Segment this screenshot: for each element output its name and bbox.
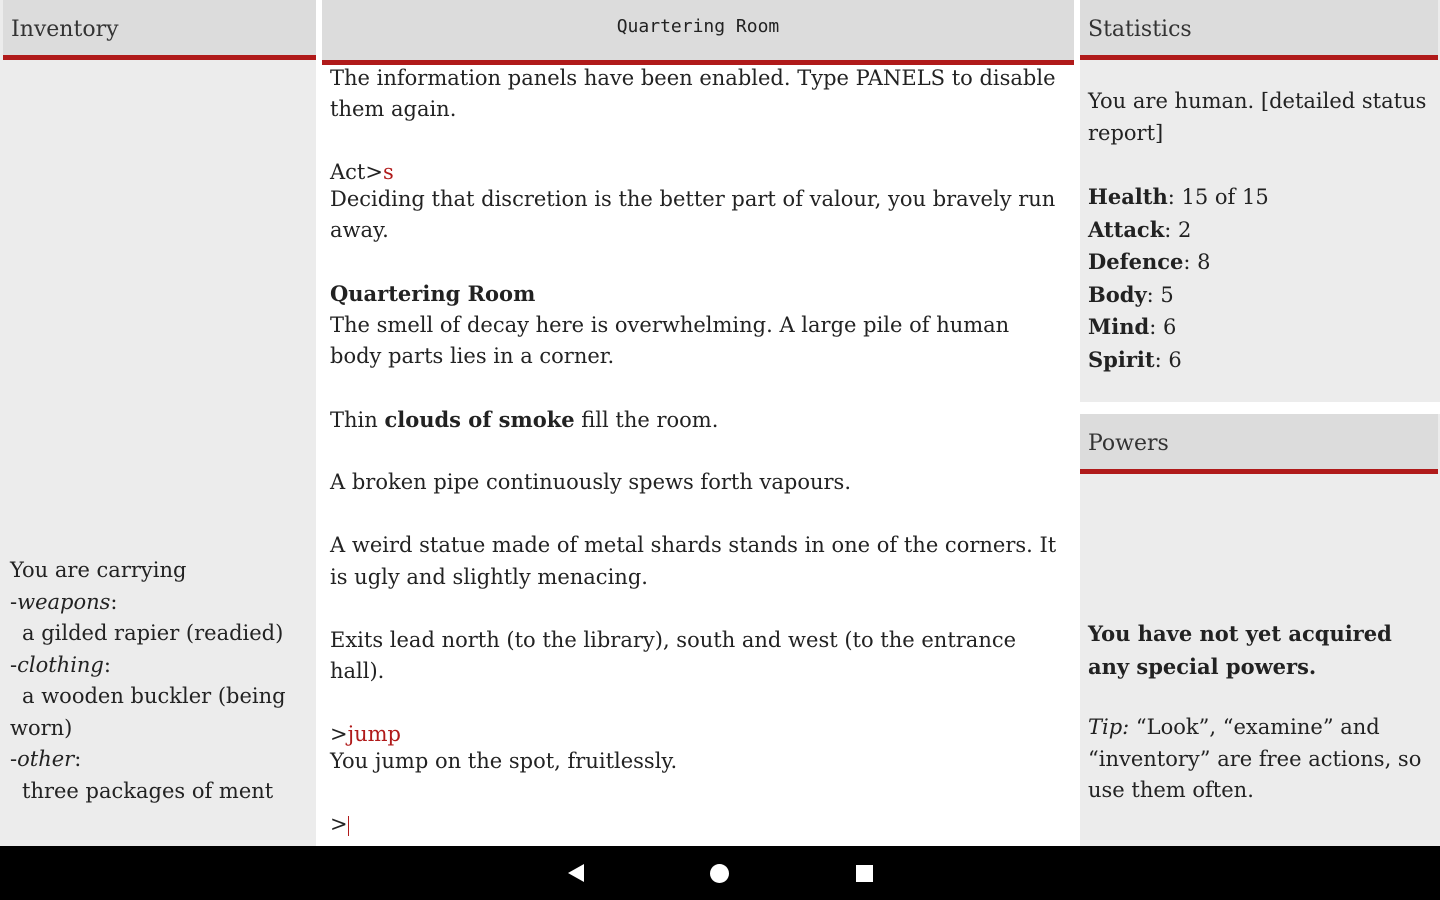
detailed-status-link-wrap[interactable]: report] [1088, 121, 1164, 145]
inventory-list [10, 555, 310, 807]
clothing-item[interactable]: a wooden buckler (being [22, 684, 286, 708]
command-echo: >jump [330, 722, 402, 746]
recents-square-icon[interactable] [856, 865, 873, 882]
stat-health: Health: 15 of 15 [1088, 184, 1269, 209]
detailed-status-link[interactable]: [detailed status [1260, 89, 1427, 113]
room-description: body parts lies in a corner. [330, 344, 615, 368]
clothing-category: -clothing: [10, 652, 111, 677]
inventory-header [3, 0, 316, 60]
stat-defence: Defence: 8 [1088, 249, 1211, 274]
powers-tip: Tip: “Look”, “examine” and “inventory” are free actions, so use them often. [1088, 715, 1422, 802]
inventory-title: Inventory [11, 17, 119, 42]
transcript-line: The information panels have been enabled. Type PANELS to disable [330, 66, 1056, 90]
status-summary: You are human. [detailed status [1088, 89, 1427, 113]
statistics-header [1080, 0, 1438, 60]
exits-line: hall). [330, 659, 385, 683]
pipe-line: A broken pipe continuously spews forth vapours. [330, 470, 852, 494]
stat-body: Body: 5 [1088, 281, 1174, 307]
powers-title: Powers [1088, 431, 1169, 456]
smoke-object-link[interactable]: clouds of smoke [384, 407, 575, 432]
transcript-line: them again. [330, 97, 457, 121]
command-input[interactable]: > [330, 812, 348, 836]
weapon-item[interactable]: a gilded rapier (readied) [22, 621, 284, 645]
powers-header [1080, 414, 1438, 474]
exits-line: Exits lead north (to the library), south and west (to the entrance [330, 628, 1017, 652]
room-header [322, 0, 1074, 65]
stat-attack: Attack: 2 [1088, 216, 1192, 242]
transcript-line: Deciding that discretion is the better part of valour, you bravely run [330, 187, 1056, 211]
transcript-line: away. [330, 218, 389, 242]
command-echo: Act>s [330, 160, 394, 184]
stats-list [1088, 181, 1269, 376]
other-item[interactable]: three packages of ment [22, 778, 274, 803]
text-cursor [348, 816, 349, 836]
statue-line: A weird statue made of metal shards stands in one of the corners. It [330, 533, 1057, 557]
back-triangle-icon[interactable] [568, 864, 584, 882]
carrying-label: You are carrying [10, 558, 187, 582]
other-category: -other: [10, 747, 82, 771]
statistics-title: Statistics [1088, 17, 1192, 42]
weapons-category: -weapons: [10, 589, 118, 614]
stat-mind: Mind: 6 [1088, 314, 1177, 339]
jump-result: You jump on the spot, fruitlessly. [330, 749, 678, 773]
stat-spirit: Spirit: 6 [1088, 346, 1182, 372]
room-name-heading: Quartering Room [330, 281, 536, 306]
statue-line: is ugly and slightly menacing. [330, 565, 648, 589]
room-title: Quartering Room [616, 16, 780, 37]
room-description: The smell of decay here is overwhelming. A large pile of human [330, 313, 1010, 337]
home-circle-icon[interactable] [710, 864, 729, 883]
system-nav-bar [0, 846, 1440, 900]
smoke-line: Thin clouds of smoke fill the room. [330, 407, 719, 432]
powers-empty-message: You have not yet acquired any special powers. [1088, 621, 1392, 679]
clothing-item-wrap: worn) [10, 715, 73, 740]
